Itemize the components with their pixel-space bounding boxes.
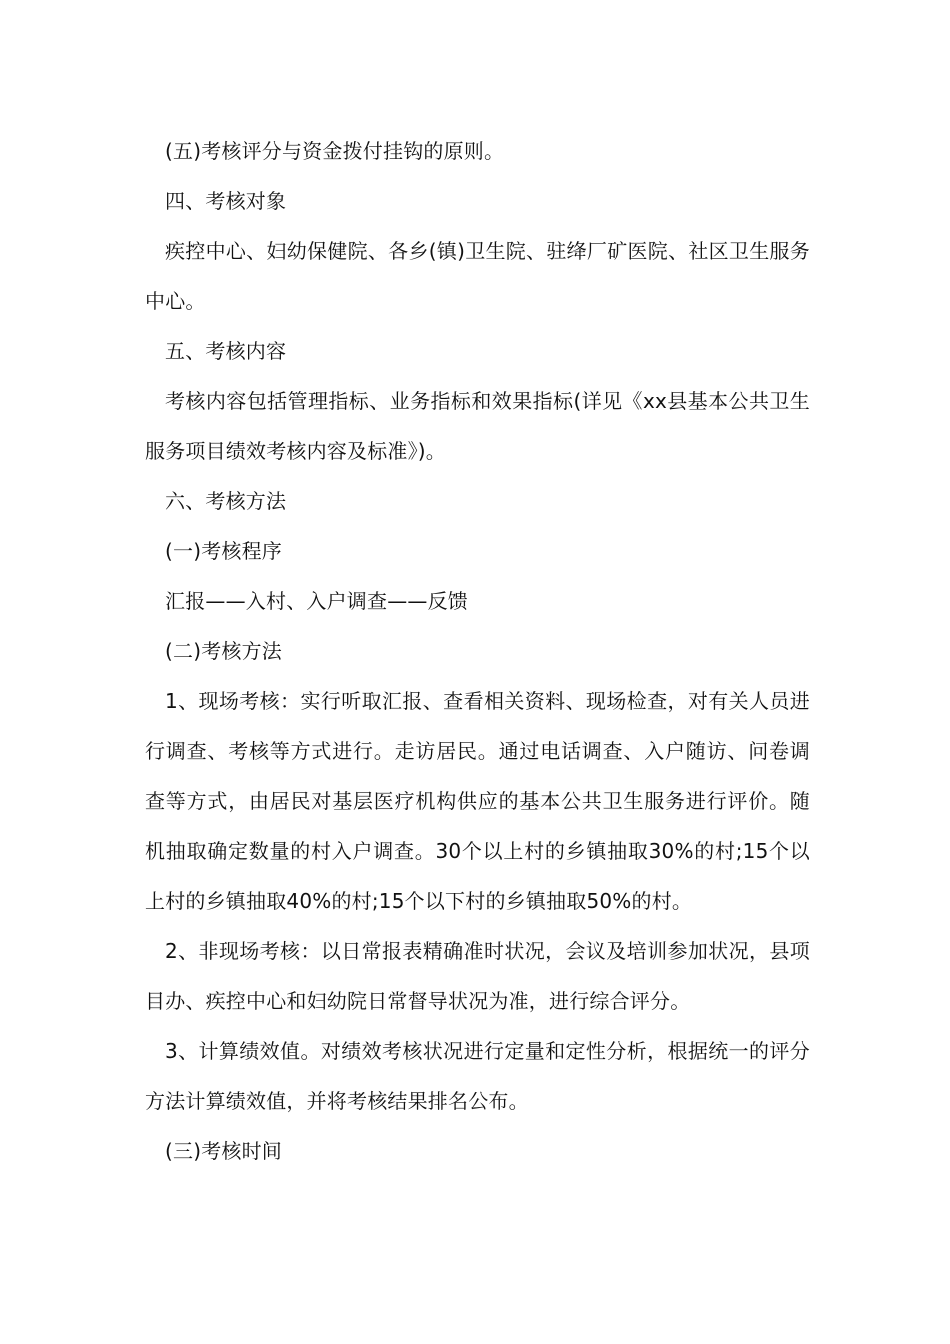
paragraph-assessment-procedure: 汇报——入村、入户调查——反馈: [165, 589, 468, 613]
heading-assessment-methods: 六、考核方法: [165, 489, 287, 513]
heading-assessment-content: 五、考核内容: [165, 339, 287, 363]
paragraph-onsite-assessment: 1、现场考核：实行听取汇报、查看相关资料、现场检查，对有关人员进行调查、考核等方式进行。走访居民。通过电话调查、入户随访、问卷调查等方式，由居民对基层医疗机构供应的基本公共卫生服务进行评价。随机抽取确定数量的村入户调查。30个以上村的乡镇抽取30%的村;15个以上村的乡镇抽取40%的村;15个以下村的乡镇抽取50%的村。: [145, 689, 810, 913]
heading-assessment-targets: 四、考核对象: [165, 189, 287, 213]
subheading-assessment-procedure: (一)考核程序: [165, 539, 283, 563]
paragraph-principle-5: (五)考核评分与资金拨付挂钩的原则。: [165, 139, 505, 163]
document-body: [145, 126, 810, 1176]
paragraph-offsite-assessment: 2、非现场考核：以日常报表精确准时状况，会议及培训参加状况，县项目办、疾控中心和妇幼院日常督导状况为准，进行综合评分。: [145, 939, 810, 1013]
subheading-assessment-method: (二)考核方法: [165, 639, 283, 663]
paragraph-performance-calculation: 3、计算绩效值。对绩效考核状况进行定量和定性分析，根据统一的评分方法计算绩效值，并将考核结果排名公布。: [145, 1039, 810, 1113]
paragraph-assessment-content: 考核内容包括管理指标、业务指标和效果指标(详见《xx县基本公共卫生服务项目绩效考核内容及标准》)。: [145, 389, 810, 463]
subheading-assessment-time: (三)考核时间: [165, 1139, 283, 1163]
paragraph-assessment-targets: 疾控中心、妇幼保健院、各乡(镇)卫生院、驻绛厂矿医院、社区卫生服务中心。: [145, 239, 810, 313]
